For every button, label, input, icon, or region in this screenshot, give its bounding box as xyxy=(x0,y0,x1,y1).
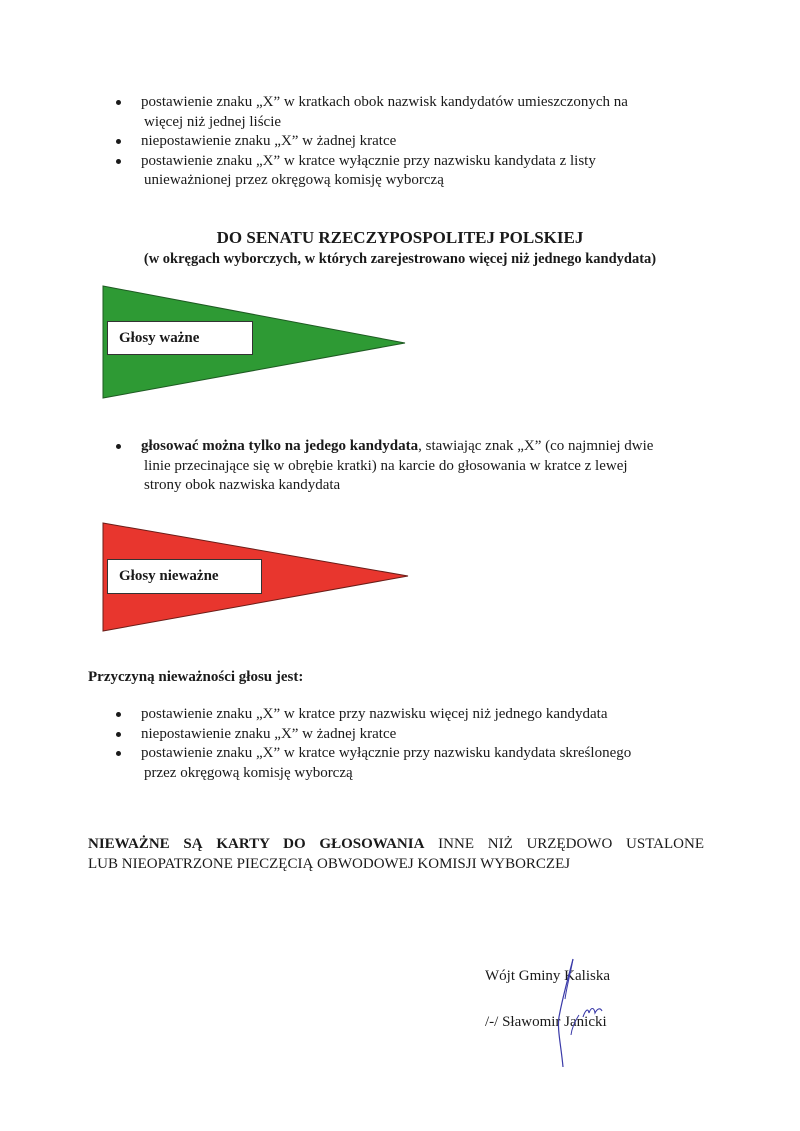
list-item-line: niepostawienie znaku „X” w żadnej kratce xyxy=(141,725,397,742)
list-item-line: postawienie znaku „X” w kratce wyłącznie przy nazwisku kandydata z listy xyxy=(141,152,596,169)
list-item-line: więcej niż jednej liście xyxy=(144,113,282,130)
bullet-icon xyxy=(116,139,121,144)
list-item xyxy=(110,437,702,496)
invalid-list-continued xyxy=(110,93,702,191)
list-item xyxy=(110,152,702,191)
bullet-icon xyxy=(116,712,121,717)
valid-rule-text: , stawiając znak „X” (co najmniej dwie xyxy=(418,438,654,454)
valid-rule-bold: głosować można tylko na jedego kandydata xyxy=(141,438,419,454)
valid-rule-list xyxy=(110,437,702,496)
list-item-line: postawienie znaku „X” w kratkach obok nazwisk kandydatów umieszczonych na xyxy=(141,94,628,110)
list-item-line: strony obok nazwiska kandydata xyxy=(144,477,341,493)
notice-line: LUB NIEOPATRZONE PIECZĘCIĄ OBWODOWEJ KOMISJI WYBORCZEJ xyxy=(88,856,571,872)
list-item xyxy=(110,725,702,745)
signature-office: Wójt Gminy Kaliska xyxy=(485,968,610,984)
list-item xyxy=(110,744,702,783)
bullet-icon xyxy=(116,100,121,105)
senate-title: DO SENATU RZECZYPOSPOLITEJ POLSKIEJ xyxy=(216,228,584,247)
bullet-icon xyxy=(116,732,121,737)
invalid-votes-label: Głosy nieważne xyxy=(107,559,262,594)
notice-text: INNE NIŻ URZĘDOWO USTALONE xyxy=(424,836,704,852)
notice-bold: NIEWAŻNE SĄ KARTY DO GŁOSOWANIA xyxy=(88,836,425,852)
senate-subtitle: (w okręgach wyborczych, w których zarejestrowano więcej niż jednego kandydata) xyxy=(143,251,657,267)
signature-name: /-/ Sławomir Janicki xyxy=(485,1014,607,1030)
list-item-line xyxy=(141,437,702,457)
bullet-icon xyxy=(116,444,121,449)
list-item-line: niepostawienie znaku „X” w żadnej kratce xyxy=(141,133,397,149)
ballot-notice xyxy=(88,834,704,874)
invalid-reason-heading: Przyczyną nieważności głosu jest: xyxy=(88,669,304,685)
valid-votes-label: Głosy ważne xyxy=(107,321,253,355)
list-item-line: postawienie znaku „X” w kratce wyłącznie przy nazwisku kandydata skreślonego xyxy=(141,745,632,761)
bullet-icon xyxy=(116,751,121,756)
list-item-line: postawienie znaku „X” w kratce przy nazwisku więcej niż jednego kandydata xyxy=(141,706,608,722)
list-item xyxy=(110,705,702,725)
list-item-line: linie przecinające się w obrębie kratki) na karcie do głosowania w kratce z lewej xyxy=(144,457,628,474)
list-item-line: przez okręgową komisję wyborczą xyxy=(144,764,353,781)
handwritten-signature-icon xyxy=(545,955,625,1075)
list-item xyxy=(110,93,702,132)
bullet-icon xyxy=(116,159,121,164)
list-item-line: unieważnionej przez okręgową komisję wyborczą xyxy=(144,172,444,188)
invalid-reason-list xyxy=(110,705,702,783)
notice-line xyxy=(88,834,704,854)
list-item xyxy=(110,132,702,152)
